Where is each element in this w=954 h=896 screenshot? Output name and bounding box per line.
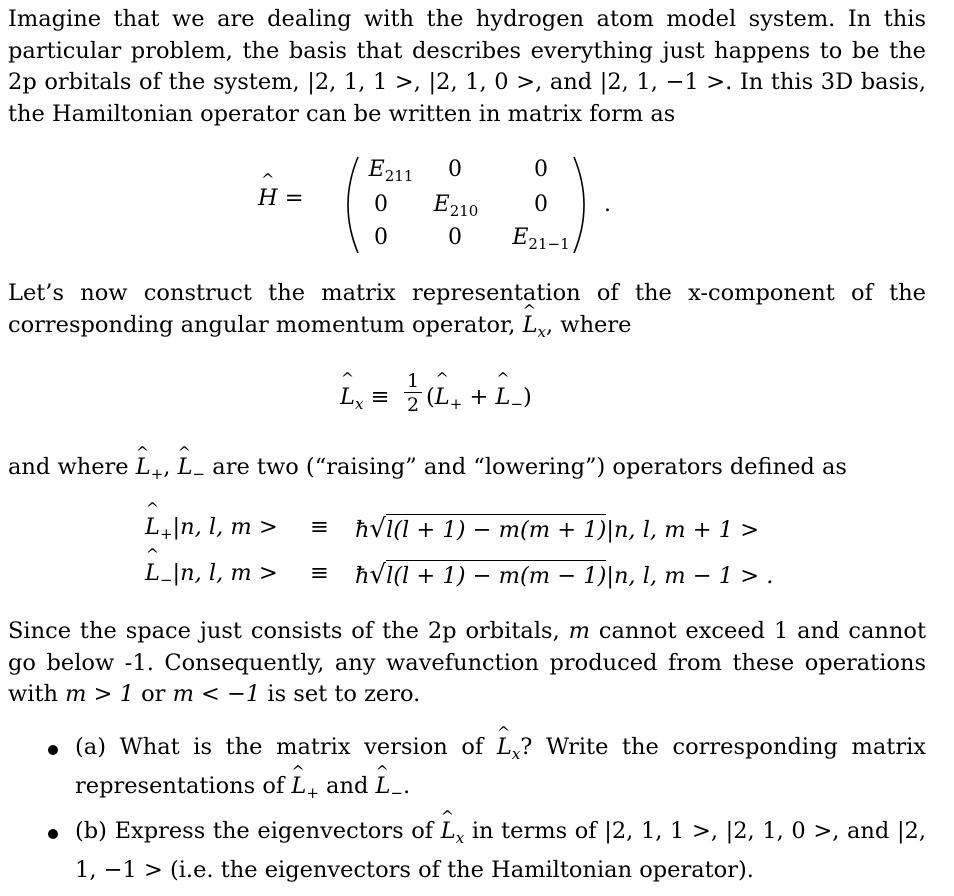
hamiltonian-lhs	[258, 185, 304, 211]
intro-and: , and	[535, 69, 600, 95]
lowering-operator-definition: ^ $L_-|n$, l, m > ≡ ħ√l(l + 1) − m(m − 1)|n, l, m − 1 > .	[145, 560, 278, 589]
question-b-text-3: (i.e. the eigenvectors of the Hamiltonian operator).	[162, 856, 754, 883]
intro-comma: ,	[413, 69, 429, 95]
matrix-cell-zero: 0	[448, 157, 462, 182]
intro-text-1: Imagine that we are dealing with the hydrogen atom model system. In this particular problem, the basis that describes everything just happens to be the 2p orbitals of the system,	[8, 6, 926, 95]
lowering-ket: |n, l, m >	[172, 560, 278, 586]
lx-def-lhs: ^ $L_x$ ≡	[340, 384, 389, 413]
matrix-cell-e21-minus-1: $E_{21-1}$	[512, 225, 570, 253]
equation-period: .	[604, 192, 611, 217]
intro-text-2: . In this 3D basis, the Hamiltonian operator can be written in matrix form as	[8, 69, 927, 127]
construct-text-2: , where	[546, 311, 632, 338]
lowering-equiv: ≡	[310, 560, 329, 586]
equals-sign: =	[284, 185, 304, 211]
raising-radicand: l(l + 1) − m(m + 1)	[386, 514, 606, 543]
hamiltonian-symbol: ^ H	[258, 185, 278, 211]
lx-def-rhs: (^ $L_+$ + ^ $L_-$)	[426, 384, 532, 413]
intro-paragraph	[8, 4, 926, 130]
constraint-text-3: is set to zero.	[260, 681, 421, 707]
matrix-cell-zero: 0	[534, 157, 548, 182]
constraint-text-1: Since the space just consists of the 2p orbitals,	[8, 618, 569, 644]
matrix-cell-zero: 0	[374, 225, 388, 250]
fraction-numerator: 1	[406, 370, 420, 392]
lx-operator: ^ L	[523, 310, 538, 342]
question-b: (b) Express the eigenvectors of ^ $L_x$ in terms of |2, 1, 1 >, |2, 1, 0 >, and |2, 1, −1 > (i.e. the eigenvectors of the Hamiltonian operator).	[75, 816, 926, 886]
condition-m-lt-minus-1: m < −1	[172, 681, 261, 707]
construct-paragraph	[8, 278, 926, 348]
bullet-icon	[48, 829, 58, 839]
constraint-text-2: cannot exceed 1 and cannot go below -1. Consequently, any wavefunction produced from these operations with	[8, 618, 926, 707]
m-variable: m	[568, 618, 590, 644]
constraint-paragraph: Since the space just consists of the 2p orbitals, m cannot exceed 1 and cannot go below -1. Consequently, any wavefunction produced from these operations with m > 1 or m < −1 is set to zero.	[8, 618, 926, 707]
question-a-text-1: (a) What is the matrix version of	[75, 734, 497, 760]
bullet-icon	[48, 745, 58, 755]
fraction-denominator: 2	[404, 392, 422, 417]
matrix-cell-zero: 0	[534, 192, 548, 217]
raising-result: |n, l, m + 1 >	[606, 517, 760, 543]
lx-definition	[340, 370, 600, 430]
question-b-text-1: (b) Express the eigenvectors of	[75, 818, 441, 844]
raising-operator-definition: ^ $L_+|n$, l, m > ≡ ħ√l(l + 1) − m(m + 1)|n, l, m + 1 >	[145, 514, 278, 543]
matrix-cell-e211: $E_{211}$	[368, 157, 414, 185]
ket-210: |2, 1, 0 >	[428, 69, 536, 95]
operators-text-1: and where	[8, 454, 136, 480]
construct-text-1: Let’s now construct the matrix representation of the x-component of the corresponding angular momentum operator,	[8, 280, 926, 338]
operators-paragraph: and where ^ $L_+$, ^ $L_-$ are two (“raising” and “lowering”) operators defined as	[8, 452, 926, 491]
question-b-text-2: in terms of	[464, 818, 605, 844]
matrix-cell-e210: $E_{210}$	[433, 192, 479, 220]
raising-equiv: ≡	[310, 514, 329, 540]
lowering-radicand: l(l + 1) − m(m − 1)	[386, 560, 606, 589]
hbar: ħ	[355, 563, 370, 589]
l-plus-operator: ^ L	[136, 452, 151, 484]
ket-211: |2, 1, 1 >	[307, 69, 414, 95]
equiv-sign: ≡	[370, 384, 390, 410]
ket-21-minus-1: |2, 1, −1 >	[599, 69, 726, 95]
matrix-cell-zero: 0	[448, 225, 462, 250]
lx-subscript: x	[537, 322, 546, 341]
operators-text-2: are two (“raising” and “lowering”) operators defined as	[205, 454, 847, 480]
hbar: ħ	[355, 517, 370, 543]
l-minus-operator: ^ L	[178, 452, 193, 484]
one-half-fraction	[404, 370, 422, 417]
question-a-text-2: ? Write the corresponding matrix representations of	[75, 734, 926, 799]
matrix-cell-zero: 0	[374, 192, 388, 217]
raising-ket: |n, l, m >	[172, 514, 278, 540]
question-a: (a) What is the matrix version of ^ $L_x$? Write the corresponding matrix representations of ^ $L_+$ and ^ $L_-$.	[75, 732, 926, 809]
condition-m-gt-1: m > 1	[65, 681, 134, 707]
lowering-result: |n, l, m − 1 > .	[606, 563, 774, 589]
